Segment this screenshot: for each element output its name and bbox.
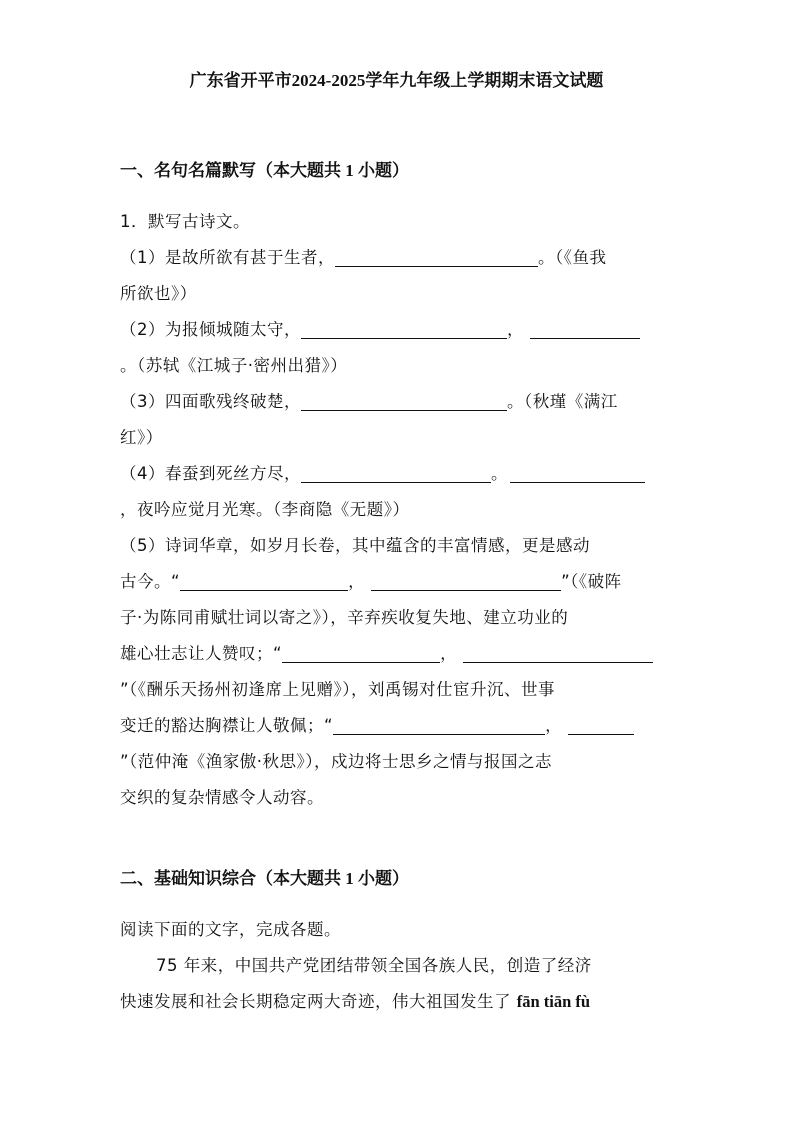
item-3-line-1 xyxy=(120,388,618,412)
item-5-text-3: 变迁的豁达胸襟让人敬佩；“ xyxy=(120,716,334,735)
reading-instruction: 阅读下面的文字，完成各题。 xyxy=(120,920,341,939)
answer-blank[interactable] xyxy=(335,249,538,267)
passage-line-2 xyxy=(120,988,590,1012)
answer-blank[interactable] xyxy=(530,321,640,339)
pinyin-prompt: fān tiān fù xyxy=(516,992,591,1011)
item-5-text: 古今。“ xyxy=(120,572,181,591)
item-5-comma-3: ， xyxy=(545,716,563,735)
item-5-line-4 xyxy=(120,640,653,664)
item-2-comma: ， xyxy=(507,320,524,339)
answer-blank[interactable] xyxy=(333,717,545,735)
item-1-line-2: 所欲也》） xyxy=(120,284,197,303)
answer-blank[interactable] xyxy=(568,717,634,735)
item-5-line-5: ”（《酬乐天扬州初逢席上见赠》），刘禹锡对仕宦升沉、世事 xyxy=(120,680,556,699)
item-5-line-1: （5）诗词华章，如岁月长卷，其中蕴含的丰富情感，更是感动 xyxy=(120,536,590,555)
item-2-line-2: 。（苏轼《江城子·密州出猎》） xyxy=(120,356,348,375)
item-4-period: 。 xyxy=(491,464,508,483)
answer-blank[interactable] xyxy=(301,393,507,411)
item-5-source: ”（《破阵 xyxy=(561,572,622,591)
item-2-text: （2）为报倾城随太守， xyxy=(120,320,301,339)
item-5-line-2 xyxy=(120,568,622,592)
passage-line-1: 75 年来，中国共产党团结带领全国各族人民，创造了经济 xyxy=(156,956,592,975)
section-1-heading: 一、名句名篇默写（本大题共 1 小题） xyxy=(120,161,409,180)
section-2-heading: 二、基础知识综合（本大题共 1 小题） xyxy=(120,869,409,888)
answer-blank[interactable] xyxy=(301,465,491,483)
item-1-line-1 xyxy=(120,244,607,268)
item-4-line-1 xyxy=(120,460,645,484)
item-5-line-7: ”（范仲淹《渔家傲·秋思》），戍边将士思乡之情与报国之志 xyxy=(120,752,553,771)
item-2-line-1 xyxy=(120,316,640,340)
item-4-text: （4）春蚕到死丝方尽， xyxy=(120,464,301,483)
answer-blank[interactable] xyxy=(180,573,348,591)
item-1-text: （1）是故所欲有甚于生者， xyxy=(120,248,335,267)
question-1-intro: 1．默写古诗文。 xyxy=(120,212,250,231)
passage-text: 快速发展和社会长期稳定两大奇迹，伟大祖国发生了 xyxy=(120,992,517,1011)
answer-blank[interactable] xyxy=(463,645,653,663)
item-1-source: 。（《鱼我 xyxy=(538,248,607,267)
answer-blank[interactable] xyxy=(371,573,561,591)
item-5-comma: ， xyxy=(348,572,366,591)
item-3-line-2: 红》） xyxy=(120,428,163,447)
page-title: 广东省开平市2024-2025学年九年级上学期期末语文试题 xyxy=(189,71,604,90)
item-5-text-2: 雄心壮志让人赞叹；“ xyxy=(120,644,283,663)
item-3-text: （3）四面歌残终破楚， xyxy=(120,392,301,411)
item-5-line-8: 交织的复杂情感令人动容。 xyxy=(120,788,324,807)
item-4-line-2: ，夜吟应觉月光寒。（李商隐《无题》） xyxy=(120,500,410,519)
item-3-source: 。（秋瑾《满江 xyxy=(507,392,618,411)
answer-blank[interactable] xyxy=(301,321,507,339)
item-5-comma-2: ， xyxy=(440,644,458,663)
item-5-line-3: 子·为陈同甫赋壮词以寄之》），辛弃疾收复失地、建立功业的 xyxy=(120,608,569,627)
item-5-line-6 xyxy=(120,712,634,736)
answer-blank[interactable] xyxy=(282,645,440,663)
answer-blank[interactable] xyxy=(510,465,645,483)
